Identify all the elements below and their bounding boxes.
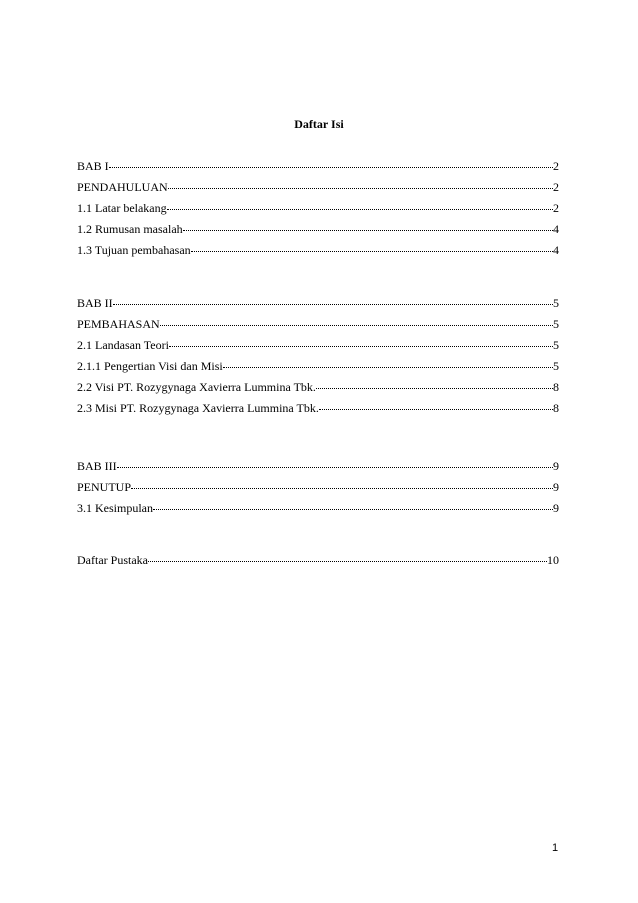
toc-entry-page: 4 xyxy=(553,222,559,236)
toc-entry xyxy=(77,398,559,419)
toc-entry-page: 9 xyxy=(553,480,559,494)
page-number: 1 xyxy=(551,842,559,854)
toc-entry-page: 5 xyxy=(553,317,559,331)
toc-entry-label: 1.1 Latar belakang xyxy=(77,201,167,215)
toc-entry-page: 10 xyxy=(547,553,559,567)
toc-entry-label: PEMBAHASAN xyxy=(77,317,160,331)
toc-entry-page: 2 xyxy=(553,159,559,173)
toc-entry xyxy=(77,293,559,314)
toc-entry xyxy=(77,356,559,377)
toc-entry xyxy=(77,177,559,198)
toc-entry-label: PENUTUP xyxy=(77,480,132,494)
toc-entry xyxy=(77,498,559,519)
toc-entry-page: 9 xyxy=(553,501,559,515)
toc-leader-dots xyxy=(319,409,553,410)
toc-entry-label: 3.1 Kesimpulan xyxy=(77,501,153,515)
toc-entry xyxy=(77,240,559,261)
toc-entry-page: 5 xyxy=(553,296,559,310)
toc-leader-dots xyxy=(223,367,553,368)
toc-leader-dots xyxy=(191,251,553,252)
toc-entry-page: 5 xyxy=(553,338,559,352)
toc-entry xyxy=(77,477,559,498)
toc-entry xyxy=(77,219,559,240)
toc-entry-page: 8 xyxy=(553,401,559,415)
toc-entry-page: 5 xyxy=(553,359,559,373)
toc-section-bab-3 xyxy=(77,456,559,519)
toc-section-bab-2 xyxy=(77,293,559,419)
toc-entry xyxy=(77,198,559,219)
toc-leader-dots xyxy=(316,388,553,389)
toc-entry xyxy=(77,456,559,477)
toc-entry xyxy=(77,335,559,356)
toc-entry-label: BAB III xyxy=(77,459,117,473)
toc-entry-page: 8 xyxy=(553,380,559,394)
toc-entry-label: 2.3 Misi PT. Rozygynaga Xavierra Lummina Tbk. xyxy=(77,401,319,415)
toc-entry-label: BAB II xyxy=(77,296,113,310)
toc-leader-dots xyxy=(131,488,553,489)
toc-entry-page: 9 xyxy=(553,459,559,473)
toc-entry xyxy=(77,377,559,398)
toc-entry-page: 2 xyxy=(553,180,559,194)
toc-entry-label: 1.3 Tujuan pembahasan xyxy=(77,243,191,257)
toc-leader-dots xyxy=(160,325,553,326)
toc-leader-dots xyxy=(113,304,553,305)
toc-leader-dots xyxy=(167,209,553,210)
toc-leader-dots xyxy=(169,346,553,347)
toc-entry xyxy=(77,314,559,335)
toc-entry-label: 2.2 Visi PT. Rozygynaga Xavierra Lummina Tbk. xyxy=(77,380,316,394)
toc-entry-label: Daftar Pustaka xyxy=(77,553,148,567)
toc-entry-label: 2.1.1 Pengertian Visi dan Misi xyxy=(77,359,223,373)
toc-entry-label: PENDAHULUAN xyxy=(77,180,168,194)
toc-leader-dots xyxy=(183,230,553,231)
toc-section-bab-1 xyxy=(77,156,559,261)
toc-leader-dots xyxy=(117,467,553,468)
toc-leader-dots xyxy=(168,188,553,189)
page-title: Daftar Isi xyxy=(294,117,344,131)
toc-leader-dots xyxy=(153,509,553,510)
toc-section-daftar-pustaka xyxy=(77,550,559,571)
toc-entry-label: 2.1 Landasan Teori xyxy=(77,338,169,352)
toc-entry-label: 1.2 Rumusan masalah xyxy=(77,222,183,236)
toc-entry-page: 4 xyxy=(553,243,559,257)
toc-entry-page: 2 xyxy=(553,201,559,215)
toc-leader-dots xyxy=(148,561,547,562)
toc-entry xyxy=(77,550,559,571)
toc-leader-dots xyxy=(109,167,553,168)
toc-entry xyxy=(77,156,559,177)
toc-entry-label: BAB I xyxy=(77,159,109,173)
